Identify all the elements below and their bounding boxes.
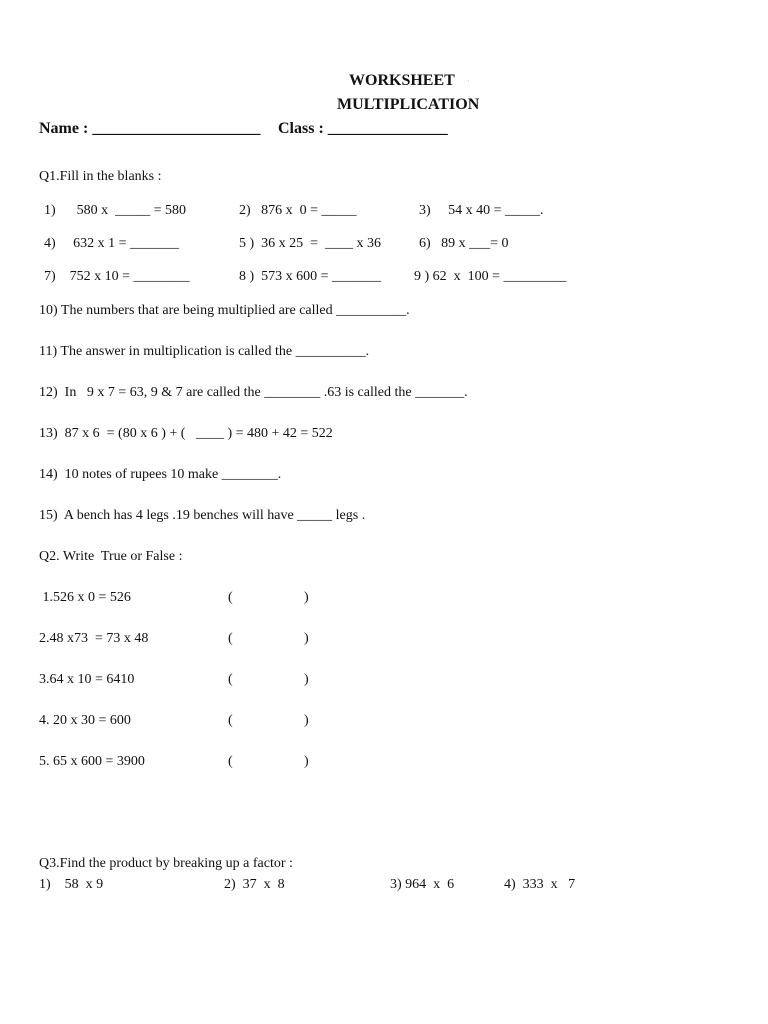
q1-item-13: 13) 87 x 6 = (80 x 6 ) + ( ____ ) = 480 + 42 = 522 <box>39 426 333 441</box>
q2-statement-2: 2.48 x73 = 73 x 48 <box>39 631 149 646</box>
q2-answer-close-paren-2: ) <box>304 631 309 646</box>
q1-item-3: 3) 54 x 40 = _____. <box>419 203 544 218</box>
q1-item-7: 7) 752 x 10 = ________ <box>44 269 190 284</box>
q3-item-3: 3) 964 x 6 <box>390 877 455 892</box>
q2-answer-open-paren-1: ( <box>228 590 233 605</box>
q1-item-10: 10) The numbers that are being multiplied are called __________. <box>39 303 410 318</box>
q2-answer-close-paren-3: ) <box>304 672 309 687</box>
q1-item-15: 15) A bench has 4 legs .19 benches will have _____ legs . <box>39 508 366 523</box>
class-field-label: Class : _______________ <box>278 120 448 137</box>
q2-statement-1: 1.526 x 0 = 526 <box>39 590 131 605</box>
q1-heading: Q1.Fill in the blanks : <box>39 169 162 184</box>
q2-heading: Q2. Write True or False : <box>39 549 183 564</box>
q1-item-1: 1) 580 x _____ = 580 <box>44 203 187 218</box>
q3-item-1: 1) 58 x 9 <box>39 877 104 892</box>
q1-item-4: 4) 632 x 1 = _______ <box>44 236 180 251</box>
worksheet-subtitle: MULTIPLICATION <box>337 96 480 113</box>
q1-item-8: 8 ) 573 x 600 = _______ <box>239 269 382 284</box>
q3-item-2: 2) 37 x 8 <box>224 877 285 892</box>
q2-answer-open-paren-2: ( <box>228 631 233 646</box>
q2-answer-close-paren-4: ) <box>304 713 309 728</box>
worksheet-title: WORKSHEET <box>349 72 455 89</box>
title-tick-mark: · <box>467 77 470 86</box>
q2-answer-close-paren-5: ) <box>304 754 309 769</box>
q1-item-12: 12) In 9 x 7 = 63, 9 & 7 are called the ________ .63 is called the _______. <box>39 385 468 400</box>
q2-statement-5: 5. 65 x 600 = 3900 <box>39 754 145 769</box>
q1-item-9: 9 ) 62 x 100 = _________ <box>414 269 567 284</box>
q1-item-11: 11) The answer in multiplication is called the __________. <box>39 344 370 359</box>
q1-item-6: 6) 89 x ___= 0 <box>419 236 509 251</box>
q3-heading: Q3.Find the product by breaking up a factor : <box>39 856 293 871</box>
q2-answer-open-paren-4: ( <box>228 713 233 728</box>
q2-statement-3: 3.64 x 10 = 6410 <box>39 672 135 687</box>
q2-answer-close-paren-1: ) <box>304 590 309 605</box>
q2-answer-open-paren-3: ( <box>228 672 233 687</box>
q1-item-14: 14) 10 notes of rupees 10 make ________. <box>39 467 282 482</box>
name-field-label: Name : _____________________ <box>39 120 261 137</box>
q1-item-2: 2) 876 x 0 = _____ <box>239 203 357 218</box>
q1-item-5: 5 ) 36 x 25 = ____ x 36 <box>239 236 382 251</box>
q3-item-4: 4) 333 x 7 <box>504 877 576 892</box>
q2-answer-open-paren-5: ( <box>228 754 233 769</box>
q2-statement-4: 4. 20 x 30 = 600 <box>39 713 131 728</box>
